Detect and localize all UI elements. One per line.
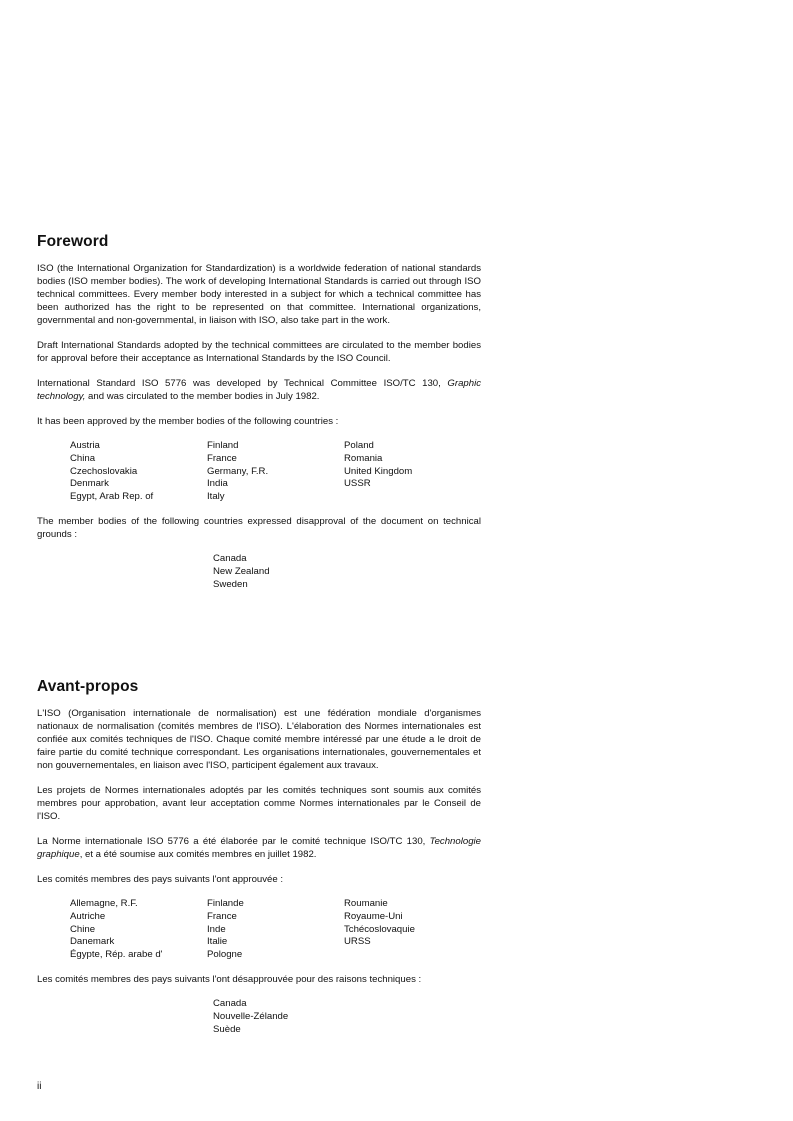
avant-propos-committee-title: Technologie graphique <box>37 836 481 860</box>
country-name: Allemagne, R.F. <box>70 898 138 909</box>
country-name: Canada <box>213 997 247 1009</box>
country-name: Egypt, Arab Rep. of <box>70 491 154 503</box>
country-name: Italie <box>207 936 228 948</box>
country-name: Canada <box>213 552 247 564</box>
country-name: China <box>70 452 96 464</box>
country-column <box>344 898 481 962</box>
country-name: Sweden <box>213 578 248 590</box>
country-name: Pologne <box>207 949 243 961</box>
country-column <box>207 898 344 962</box>
country-name: Royaume-Uni <box>344 910 403 922</box>
country-name: Chine <box>70 923 96 935</box>
country-column <box>207 440 344 504</box>
avant-propos-title: Avant-propos <box>37 678 139 695</box>
avant-propos-section <box>37 678 481 1036</box>
foreword-section <box>37 233 481 591</box>
country-column <box>70 898 207 962</box>
foreword-paragraph-1: ISO (the International Organization for Standardization) is a worldwide federation of national standards bodies (ISO member bodies). The work of developing International Standards is carried out through ISO technical committees. Every member body interested in a subject for which a technical committee has been authorized has the right to be represented on that committee. International organizations, governmental and non-governmental, in liaison with ISO, also take part in the work. <box>37 263 481 326</box>
country-name: Czechoslovakia <box>70 465 138 477</box>
country-name: Poland <box>344 440 374 451</box>
country-name: Danemark <box>70 936 115 948</box>
country-name: Romania <box>344 452 383 464</box>
country-name: URSS <box>344 936 371 948</box>
country-name: Suède <box>213 1023 241 1035</box>
country-name: Italy <box>207 491 225 503</box>
country-name: Nouvelle-Zélande <box>213 1010 289 1022</box>
country-name: Autriche <box>70 910 106 922</box>
avant-propos-paragraph-4: Les comités membres des pays suivants l'ont approuvée : <box>37 874 284 885</box>
avant-propos-paragraph-3 <box>37 835 481 861</box>
avant-propos-paragraph-5: Les comités membres des pays suivants l'ont désapprouvée pour des raisons techniques : <box>37 973 422 985</box>
page-number: ii <box>37 1081 42 1092</box>
country-name: Denmark <box>70 478 109 490</box>
country-name: India <box>207 478 228 490</box>
country-name: Finland <box>207 440 239 451</box>
foreword-paragraph-2: Draft International Standards adopted by the technical committees are circulated to the member bodies for approval before their acceptance as International Standards by the ISO Council. <box>37 340 481 364</box>
country-column <box>344 440 481 504</box>
country-name: Germany, F.R. <box>207 465 269 477</box>
foreword-paragraph-5: The member bodies of the following countries expressed disapproval of the document on technical grounds : <box>37 515 481 540</box>
avant-propos-disapproving-countries <box>213 998 481 1036</box>
country-name: France <box>207 910 237 922</box>
country-name: Austria <box>70 440 100 451</box>
foreword-approving-countries <box>70 440 481 504</box>
foreword-title: Foreword <box>37 233 109 250</box>
country-name: United Kingdom <box>344 465 413 477</box>
country-name: Inde <box>207 923 226 935</box>
avant-propos-approving-countries <box>70 898 481 962</box>
avant-propos-paragraph-2: Les projets de Normes internationales adoptés par les comités techniques sont soumis aux comités membres pour approbation, avant leur acceptation comme Normes internationales par le Conseil de l'ISO. <box>37 785 481 822</box>
country-name: France <box>207 452 237 464</box>
foreword-paragraph-4: It has been approved by the member bodies of the following countries : <box>37 416 339 427</box>
country-name: Finlande <box>207 898 244 909</box>
foreword-committee-title: Graphic technology, <box>37 378 481 402</box>
country-name: Tchécoslovaquie <box>344 923 415 935</box>
avant-propos-paragraph-1: L'ISO (Organisation internationale de normalisation) est une fédération mondiale d'organismes nationaux de normalisation (comités membres de l'ISO). L'élaboration des Normes internationales est confiée aux comités techniques de l'ISO. Chaque comité membre intéressé par une étude a le droit de faire partie du comité technique correspondant. Les organisations internationales, gouvernementales et non gouvernementales, en liaison avec l'ISO, participent également aux travaux. <box>37 708 481 771</box>
foreword-p3-text: International Standard ISO 5776 was developed by Technical Committee ISO/TC 130, <box>37 378 448 389</box>
country-column <box>70 440 207 504</box>
foreword-p3-text-end: and was circulated to the member bodies in July 1982. <box>85 391 320 402</box>
avant-propos-p3-text-end: , et a été soumise aux comités membres en juillet 1982. <box>79 849 317 860</box>
country-name: New Zealand <box>213 565 270 577</box>
foreword-disapproving-countries <box>213 553 481 591</box>
foreword-paragraph-3 <box>37 377 481 403</box>
avant-propos-p3-text: La Norme internationale ISO 5776 a été élaborée par le comité technique ISO/TC 130, <box>37 836 430 847</box>
country-name: Roumanie <box>344 898 388 909</box>
country-name: Égypte, Rép. arabe d' <box>70 949 163 961</box>
country-name: USSR <box>344 478 371 490</box>
